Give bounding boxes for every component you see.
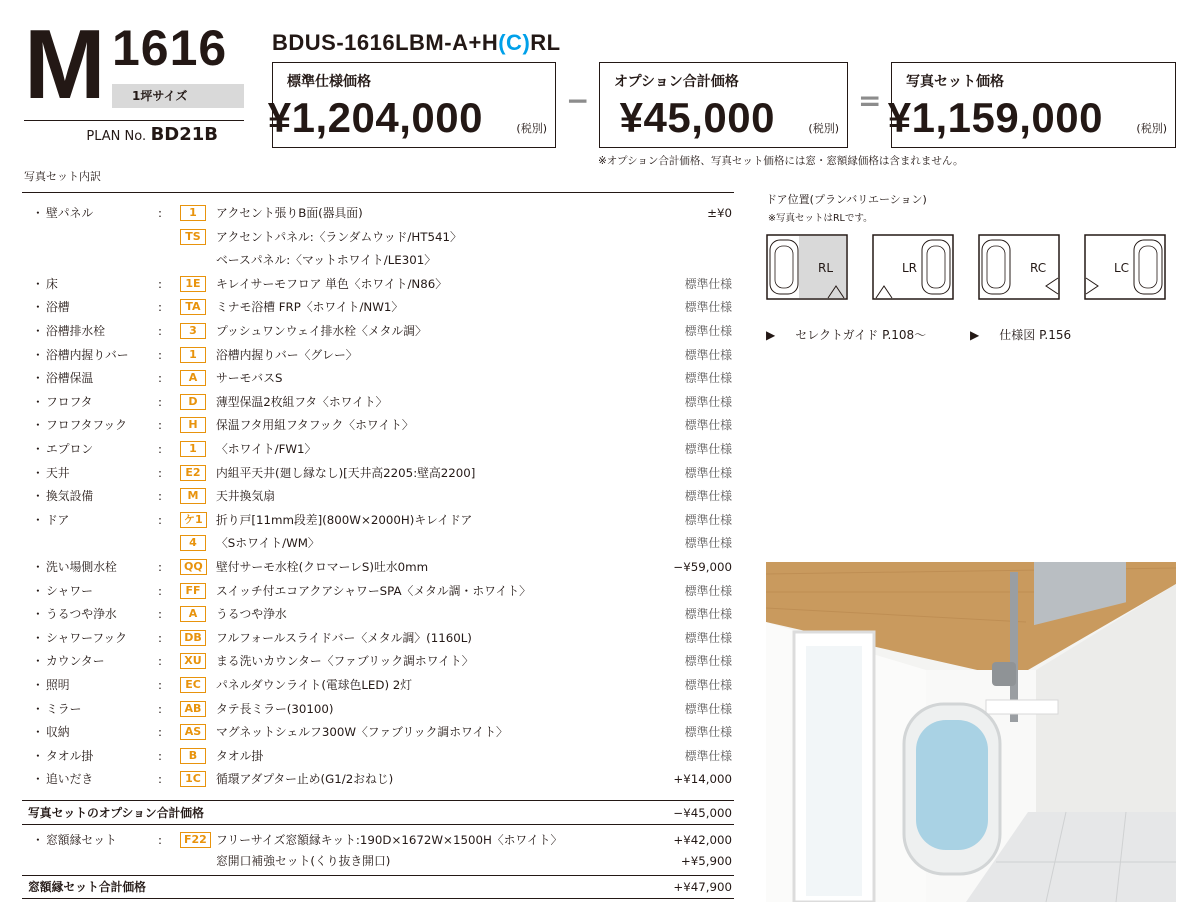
window-items-option-code-badge: F22: [180, 832, 211, 848]
items-description: うるつや浄水: [216, 607, 287, 622]
items-price: 標準仕様: [684, 654, 732, 669]
items-row: [0, 366, 740, 390]
items-price: 標準仕様: [684, 630, 732, 645]
items-colon: :: [158, 394, 162, 409]
items-description: 浴槽内握りバー〈グレー〉: [216, 347, 358, 362]
items-option-code-badge: H: [180, 417, 206, 433]
items-category: 追いだき: [46, 772, 94, 787]
items-category: 天井: [46, 465, 70, 480]
items-category: タオル掛: [46, 748, 94, 763]
option-total-row: [22, 802, 734, 824]
items-colon: :: [158, 678, 162, 692]
standard-price-amount: ¥1,204,000: [267, 94, 483, 141]
arrow-right-icon: ▶: [766, 328, 776, 342]
items-bullet: ・: [32, 206, 44, 220]
items-colon: :: [158, 772, 162, 787]
items-description: ミナモ浴槽 FRP〈ホワイト/NW1〉: [216, 300, 404, 315]
model-open: (: [498, 30, 507, 55]
items-option-code-badge: 1C: [180, 771, 206, 787]
items-option-code-badge: TS: [180, 229, 206, 245]
items-price: 標準仕様: [684, 276, 732, 291]
items-bullet: ・: [32, 442, 44, 456]
items-row: [0, 767, 740, 791]
items-row: [0, 508, 740, 532]
option-total-value: −¥45,000: [673, 806, 732, 820]
items-description: プッシュワンウェイ排水栓〈メタル調〉: [216, 324, 427, 338]
photo-set-price-label: 写真セット価格: [906, 74, 1004, 90]
items-description: マグネットシェルフ300W〈ファブリック調ホワイト〉: [216, 725, 508, 740]
items-option-code-badge: ケ1: [180, 512, 207, 528]
items-category: 浴槽排水栓: [46, 324, 105, 338]
items-category: 浴槽: [46, 300, 70, 315]
option-price-label: オプション合計価格: [614, 74, 739, 90]
items-price: 標準仕様: [684, 607, 732, 622]
items-option-code-badge: TA: [180, 299, 206, 315]
items-price: 標準仕様: [684, 371, 732, 386]
items-description: 折り戸[11mm段差](800W×2000H)キレイドア: [216, 512, 473, 527]
items-bullet: ・: [32, 371, 44, 386]
items-bullet: ・: [32, 583, 44, 598]
items-row: [0, 272, 740, 296]
items-category: 洗い場側水栓: [46, 560, 117, 574]
items-row: [0, 649, 740, 673]
items-row: [0, 390, 740, 414]
option-price-tax: (税別): [808, 122, 839, 135]
items-row: [0, 531, 740, 555]
items-bullet: ・: [32, 701, 44, 716]
items-description: アクセント張りB面(器具面): [216, 206, 363, 220]
items-description: サーモバスS: [216, 371, 283, 386]
items-colon: :: [158, 276, 162, 291]
window-total-row: [22, 876, 734, 898]
items-bullet: ・: [32, 347, 44, 362]
items-row: [0, 437, 740, 461]
items-row: [0, 484, 740, 508]
option-total-bottom-rule: [22, 824, 734, 825]
items-category: シャワーフック: [46, 630, 127, 645]
items-category: 照明: [46, 678, 70, 692]
items-price: 標準仕様: [684, 442, 732, 456]
items-colon: :: [158, 630, 162, 645]
door-variant-rc: [978, 234, 1060, 300]
items-colon: :: [158, 347, 162, 362]
items-category: エプロン: [46, 442, 94, 456]
items-row: [0, 579, 740, 603]
breakdown-top-rule: [22, 192, 734, 193]
items-price: 標準仕様: [684, 678, 732, 692]
window-total-value: +¥47,900: [673, 880, 732, 894]
items-category: うるつや浄水: [46, 607, 117, 622]
door-plan-diagram: [872, 234, 954, 300]
items-description: 天井換気扇: [216, 489, 275, 504]
bathroom-photo: [766, 562, 1176, 902]
series-letter: M: [24, 9, 104, 119]
door-variant-label: LR: [902, 261, 918, 275]
items-price: 標準仕様: [684, 725, 732, 740]
items-colon: :: [158, 583, 162, 598]
plan-value: BD21B: [150, 124, 218, 145]
items-row: [0, 461, 740, 485]
plan-number: [24, 120, 244, 148]
items-price: 標準仕様: [684, 465, 732, 480]
items-category: 浴槽内握りバー: [46, 347, 129, 362]
items-option-code-badge: 1: [180, 205, 206, 221]
window-items-description: フリーサイズ窓額縁キット:190D×1672W×1500H〈ホワイト〉: [216, 833, 563, 847]
bathroom-illustration: [766, 562, 1176, 902]
items-row: [0, 295, 740, 319]
items-option-code-badge: 1: [180, 347, 206, 363]
spec-drawing-text: 仕様図 P.156: [999, 328, 1072, 342]
items-price: 標準仕様: [684, 748, 732, 763]
items-bullet: ・: [32, 630, 44, 645]
door-variant-label: LC: [1114, 261, 1130, 275]
items-row: [0, 343, 740, 367]
items-colon: :: [158, 324, 162, 338]
items-category: 浴槽保温: [46, 371, 94, 386]
items-colon: :: [158, 418, 162, 433]
items-row: [0, 225, 740, 249]
items-category: 床: [46, 276, 58, 291]
items-option-code-badge: 4: [180, 535, 206, 551]
standard-price-tax: (税別): [516, 122, 547, 135]
items-row: [0, 673, 740, 697]
items-option-code-badge: XU: [180, 653, 206, 669]
items-colon: :: [158, 512, 162, 527]
items-option-code-badge: 1E: [180, 276, 206, 292]
items-row: [0, 602, 740, 626]
items-category: カウンター: [46, 654, 105, 669]
window-items-colon: :: [158, 833, 162, 847]
items-option-code-badge: A: [180, 606, 206, 622]
items-category: 壁パネル: [46, 206, 94, 220]
items-price: 標準仕様: [684, 701, 732, 716]
items-colon: :: [158, 748, 162, 763]
items-category: シャワー: [46, 583, 93, 598]
items-description: 〈Sホワイト/WM〉: [216, 536, 320, 551]
items-price: 標準仕様: [684, 536, 732, 551]
items-option-code-badge: 1: [180, 441, 206, 457]
items-description: スイッチ付エコアクアシャワーSPA〈メタル調・ホワイト〉: [216, 583, 531, 598]
items-colon: :: [158, 206, 162, 220]
window-items-category: 窓額縁セット: [46, 833, 117, 847]
option-price-box: [599, 62, 848, 148]
items-description: アクセントパネル:〈ランダムウッド/HT541〉: [216, 229, 462, 244]
items-colon: :: [158, 489, 162, 504]
window-total-label: 窓額縁セット合計価格: [28, 880, 146, 894]
window-items-price: +¥42,000: [673, 833, 732, 847]
items-bullet: ・: [32, 560, 44, 574]
items-category: 収納: [46, 725, 70, 740]
items-colon: :: [158, 607, 162, 622]
tsubo-badge: 1坪サイズ: [112, 84, 244, 108]
items-bullet: ・: [32, 678, 44, 692]
door-plan-diagram: [978, 234, 1060, 300]
items-row: [0, 413, 740, 437]
items-option-code-badge: EC: [180, 677, 206, 693]
items-price: 標準仕様: [684, 394, 732, 409]
model-number: [272, 30, 561, 56]
items-category: ミラー: [46, 701, 82, 716]
model-prefix: BDUS-1616LBM-A+H: [272, 30, 499, 55]
window-items-bullet: ・: [32, 833, 44, 847]
items-option-code-badge: FF: [180, 583, 206, 599]
items-option-code-badge: AB: [180, 701, 206, 717]
items-price: −¥59,000: [673, 560, 732, 574]
select-guide-text: セレクトガイド P.108〜: [795, 328, 927, 342]
items-description: 内組平天井(廻し縁なし)[天井高2205:壁高2200]: [216, 465, 476, 480]
items-description: 保温フタ用組フタフック〈ホワイト〉: [216, 418, 414, 433]
items-bullet: ・: [32, 394, 44, 409]
items-bullet: ・: [32, 465, 44, 480]
items-colon: :: [158, 300, 162, 315]
size-code: 1616: [112, 20, 228, 76]
items-option-code-badge: A: [180, 370, 206, 386]
items-bullet: ・: [32, 607, 44, 622]
equals-sign: =: [858, 84, 882, 117]
door-position-note: ※写真セットはRLです。: [768, 213, 873, 224]
select-guide-link[interactable]: [766, 328, 946, 342]
window-items-price: +¥5,900: [680, 854, 732, 868]
items-option-code-badge: QQ: [180, 559, 207, 575]
items-bullet: ・: [32, 772, 44, 787]
items-description: フルフォールスライドバー〈メタル調〉(1160L): [216, 630, 472, 645]
items-price: 標準仕様: [684, 418, 732, 433]
door-variant-lr: [872, 234, 954, 300]
items-price: 標準仕様: [684, 324, 732, 338]
items-row: [0, 319, 740, 343]
minus-sign: −: [566, 84, 590, 117]
items-description: パネルダウンライト(電球色LED) 2灯: [216, 678, 413, 692]
items-bullet: ・: [32, 489, 44, 504]
option-price-amount: ¥45,000: [619, 94, 775, 141]
items-row: [0, 744, 740, 768]
items-description: キレイサーモフロア 単色〈ホワイト/N86〉: [216, 276, 448, 291]
reference-links: [766, 326, 1111, 343]
items-option-code-badge: AS: [180, 724, 206, 740]
door-variant-label: RL: [818, 261, 834, 275]
items-price: 標準仕様: [684, 300, 732, 315]
window-items-description: 窓開口補強セット(くり抜き開口): [216, 854, 391, 868]
items-bullet: ・: [32, 276, 44, 291]
items-colon: :: [158, 465, 162, 480]
model-close: ): [522, 30, 531, 55]
items-row: [0, 720, 740, 744]
price-note: ※オプション合計価格、写真セット価格には窓・窓額縁価格は含まれません。: [598, 155, 964, 167]
items-bullet: ・: [32, 654, 44, 669]
items-bullet: ・: [32, 725, 44, 740]
items-colon: :: [158, 442, 162, 456]
items-description: まる洗いカウンター〈ファブリック調ホワイト〉: [216, 654, 474, 669]
items-description: 循環アダプター止め(G1/2おねじ): [216, 772, 394, 787]
items-price: 標準仕様: [684, 583, 732, 598]
door-plan-diagram: [766, 234, 848, 300]
door-variant-label: RC: [1030, 261, 1047, 275]
photo-set-price-box: [887, 62, 1176, 148]
items-bullet: ・: [32, 418, 44, 433]
plan-label: PLAN No.: [86, 129, 147, 144]
items-row: [0, 201, 740, 225]
items-option-code-badge: E2: [180, 465, 206, 481]
window-total-bottom-rule: [22, 898, 734, 899]
photo-set-price-amount: ¥1,159,000: [887, 94, 1103, 141]
items-colon: :: [158, 701, 162, 716]
door-variants: [766, 234, 1166, 302]
items-row: [0, 555, 740, 579]
items-option-code-badge: B: [180, 748, 206, 764]
items-row: [0, 626, 740, 650]
items-description: タオル掛: [216, 748, 264, 763]
items-description: 〈ホワイト/FW1〉: [216, 442, 317, 456]
window-items-row: [0, 849, 740, 873]
items-category: 換気設備: [46, 489, 94, 504]
items-colon: :: [158, 560, 162, 574]
items-option-code-badge: M: [180, 488, 206, 504]
model-c: C: [506, 30, 523, 55]
items-description: 薄型保温2枚組フタ〈ホワイト〉: [216, 394, 388, 409]
items-bullet: ・: [32, 300, 44, 315]
items-option-code-badge: DB: [180, 630, 206, 646]
door-position-title: ドア位置(プランバリエーション): [766, 193, 927, 206]
items-price: +¥14,000: [673, 772, 732, 787]
items-option-code-badge: 3: [180, 323, 206, 339]
spec-drawing-link[interactable]: [970, 328, 1091, 342]
items-colon: :: [158, 371, 162, 386]
items-option-code-badge: D: [180, 394, 206, 410]
door-variant-rl: [766, 234, 848, 300]
items-row: [0, 697, 740, 721]
photo-set-price-tax: (税別): [1136, 122, 1167, 135]
items-bullet: ・: [32, 324, 44, 338]
items-price: 標準仕様: [684, 489, 732, 504]
items-price: ±¥0: [707, 206, 732, 220]
items-price: 標準仕様: [684, 347, 732, 362]
items-colon: :: [158, 725, 162, 740]
items-description: タテ長ミラー(30100): [216, 701, 334, 716]
standard-price-label: 標準仕様価格: [287, 74, 371, 90]
standard-price-box: [267, 62, 556, 148]
items-category: フロフタフック: [46, 418, 127, 433]
option-total-top-rule: [22, 800, 734, 801]
items-bullet: ・: [32, 748, 44, 763]
items-description: ベースパネル:〈マットホワイト/LE301〉: [216, 253, 437, 268]
model-suffix: RL: [530, 30, 561, 55]
items-bullet: ・: [32, 512, 44, 527]
items-price: 標準仕様: [684, 512, 732, 527]
items-row: [0, 248, 740, 272]
breakdown-title: 写真セット内訳: [24, 170, 101, 183]
items-category: ドア: [46, 512, 70, 527]
items-colon: :: [158, 654, 162, 669]
option-total-label: 写真セットのオプション合計価格: [28, 806, 204, 820]
items-category: フロフタ: [46, 394, 93, 409]
door-plan-diagram: [1084, 234, 1166, 300]
door-variant-lc: [1084, 234, 1166, 300]
items-description: 壁付サーモ水栓(クロマーレS)吐水0mm: [216, 560, 429, 574]
arrow-right-icon: ▶: [970, 328, 980, 342]
